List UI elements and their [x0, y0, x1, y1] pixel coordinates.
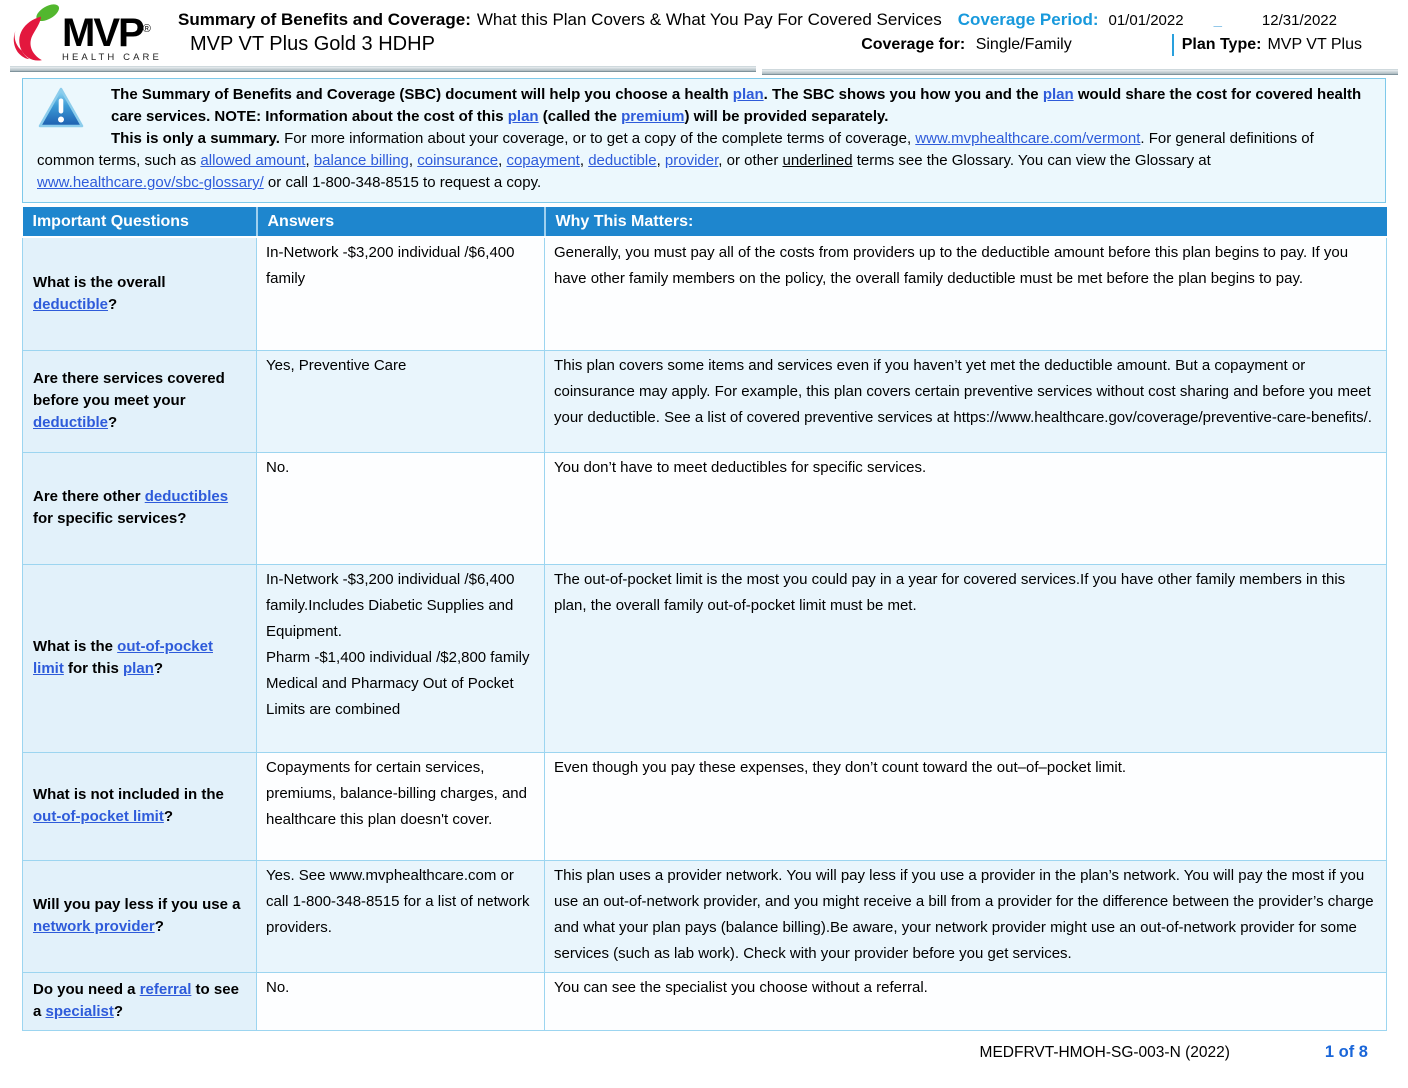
- link-balance-billing[interactable]: balance billing: [313, 152, 409, 169]
- table-row: [23, 452, 1387, 564]
- text-segment: to see a: [33, 980, 239, 1020]
- mvp-logo: [10, 2, 178, 64]
- question-cell: [23, 237, 257, 350]
- logo-text: [62, 10, 162, 63]
- why-cell: You don’t have to meet deductibles for specific services.: [545, 452, 1387, 564]
- link-plan[interactable]: plan: [732, 86, 764, 103]
- plan-line: [178, 33, 1384, 56]
- text-segment: or call 1-800-348-8515 to request a copy.: [263, 174, 542, 191]
- text-segment: What is the: [33, 638, 118, 655]
- text-segment: Are there other: [33, 488, 145, 505]
- text-segment: ?: [108, 295, 118, 313]
- document-title: Summary of Benefits and Coverage:: [178, 10, 471, 29]
- text-segment: ?: [153, 660, 164, 677]
- question-cell: [23, 452, 257, 564]
- table-row: [23, 564, 1387, 752]
- text-segment: terms see the Glossary. You can view the Glossary at: [852, 152, 1211, 169]
- plan-type-label: Plan Type:: [1181, 35, 1262, 53]
- coverage-for-group: [861, 36, 1072, 54]
- question-cell: [23, 752, 257, 860]
- warning-icon-wrap: [37, 84, 111, 150]
- answer-line: Copayments for certain services, premiums, balance-billing charges, and healthcare this plan doesn't cover.: [266, 758, 527, 828]
- text-segment: For more information about your coverage, or to get a copy of the complete terms of coverage,: [284, 130, 916, 147]
- warning-icon: [37, 87, 85, 129]
- important-questions-table: [22, 207, 1387, 1031]
- link-network-provider[interactable]: network provider: [33, 918, 155, 935]
- answer-cell: [257, 860, 545, 972]
- answer-cell: [257, 350, 545, 452]
- question-cell: [23, 860, 257, 972]
- text-segment: Are there services covered before you meet your: [33, 370, 225, 409]
- why-cell: Even though you pay these expenses, they don’t count toward the out–of–pocket limit.: [545, 752, 1387, 860]
- link-provider[interactable]: provider: [664, 152, 719, 169]
- text-segment: ?: [163, 808, 173, 825]
- logo-brand-word: MVP: [62, 11, 143, 55]
- link-plan[interactable]: plan: [1042, 86, 1074, 103]
- text-segment: Do you need a: [33, 980, 140, 998]
- text-segment: ?: [154, 918, 164, 935]
- link-out-of-pocket-limit[interactable]: out-of-pocket limit: [33, 808, 164, 825]
- text-segment: ,: [408, 152, 418, 169]
- column-header-answers: Answers: [257, 207, 545, 237]
- why-cell: This plan covers some items and services even if you haven’t yet met the deductible amount. But a copayment or coinsurance may apply. For example, this plan covers certain preventive services without cost sharing and before you meet your deductible. See a list of covered preventive services at https://www.healthcare.gov/coverage/preventive-care-benefits/.: [545, 350, 1387, 452]
- text-segment: What is the overall: [33, 273, 166, 291]
- link-premium[interactable]: premium: [621, 108, 685, 125]
- answer-cell: [257, 564, 545, 752]
- document-code: MEDFRVT-HMOH-SG-003-N (2022): [979, 1043, 1230, 1061]
- logo-brand: [62, 10, 162, 55]
- answer-line: In-Network -$3,200 individual /$6,400 family.Includes Diabetic Supplies and Equipment.: [266, 570, 515, 640]
- vertical-divider: [1172, 34, 1174, 56]
- answer-line: Pharm -$1,400 individual /$2,800 family: [266, 648, 530, 666]
- table-row: [23, 350, 1387, 452]
- intro-paragraph-2: [37, 128, 1373, 194]
- logo-tagline: HEALTH CARE: [62, 52, 162, 63]
- mvp-logo-swoosh-icon: [10, 2, 68, 64]
- intro-callout: [22, 78, 1386, 203]
- answer-cell: [257, 972, 545, 1030]
- logo-registered-mark: ®: [142, 23, 151, 35]
- document-header: [0, 0, 1408, 64]
- text-segment: Will you pay less if you use a: [33, 896, 241, 913]
- answer-line: No.: [266, 978, 290, 996]
- coverage-period-separator: _: [1213, 12, 1222, 29]
- page-number: 1 of 8: [1324, 1042, 1368, 1061]
- text-segment: would share the cost for covered health care services. NOTE: Information about the cost of this: [111, 86, 1362, 125]
- link-deductible[interactable]: deductible: [588, 152, 657, 169]
- document-subtitle: What this Plan Covers & What You Pay For Covered Services: [476, 10, 942, 29]
- link-plan[interactable]: plan: [123, 660, 154, 677]
- title-line: [178, 10, 1384, 30]
- question-cell: [23, 350, 257, 452]
- text-segment: (called the: [538, 108, 622, 125]
- text-segment: This is only a summary.: [111, 130, 285, 147]
- header-divider-rule: [10, 66, 1398, 78]
- text-segment: ) will be provided separately.: [684, 108, 889, 125]
- link-plan[interactable]: plan: [507, 108, 539, 125]
- why-cell: This plan uses a provider network. You will pay less if you use a provider in the plan’s network. You will pay the most if you use an out-of-network provider, and you might receive a bill from a provider for the difference between the provider’s charge and what your plan pays (balance billing).Be aware, your network provider might use an out-of-network provider for some services (such as lab work). Check with your provider before you get services.: [545, 860, 1387, 972]
- text-segment: ,: [656, 152, 665, 169]
- answer-line: Medical and Pharmacy Out of Pocket Limits are combined: [266, 674, 514, 718]
- link-www-mvphealthcare-com-vermont[interactable]: www.mvphealthcare.com/vermont: [915, 130, 1141, 147]
- answer-line: In-Network -$3,200 individual /$6,400 family: [266, 244, 515, 287]
- why-cell: Generally, you must pay all of the costs from providers up to the deductible amount before this plan begins to pay. If you have other family members on the policy, the overall family deductible must be met before the plan begins to pay.: [545, 237, 1387, 350]
- text-segment: ,: [305, 152, 314, 169]
- table-row: [23, 237, 1387, 350]
- link-copayment[interactable]: copayment: [506, 152, 580, 169]
- table-row: [23, 860, 1387, 972]
- link-deductible[interactable]: deductible: [33, 295, 109, 313]
- plan-type-value: MVP VT Plus: [1267, 35, 1362, 53]
- document-footer: [0, 1043, 1368, 1062]
- table-header-row: [23, 207, 1387, 237]
- link-out-of-pocket-limit[interactable]: out-of-pocket limit: [33, 638, 213, 677]
- column-header-why-this-matters: Why This Matters:: [545, 207, 1387, 237]
- text-segment: . For general definitions of common terms, such as: [37, 130, 1314, 169]
- plan-type-group: [1172, 34, 1362, 56]
- table-row: [23, 752, 1387, 860]
- text-segment: , or other: [718, 152, 783, 169]
- question-cell: [23, 972, 257, 1030]
- why-cell: You can see the specialist you choose without a referral.: [545, 972, 1387, 1030]
- text-segment: for this: [63, 660, 124, 677]
- text-segment: . The SBC shows you how you and the: [763, 86, 1043, 103]
- column-header-important-questions: Important Questions: [23, 207, 257, 237]
- answer-cell: [257, 237, 545, 350]
- text-segment: ,: [498, 152, 507, 169]
- link-referral[interactable]: referral: [139, 980, 192, 998]
- text-segment: ?: [108, 414, 118, 431]
- text-segment: The Summary of Benefits and Coverage (SBC) document will help you choose a health: [111, 86, 733, 103]
- text-segment: for specific services?: [33, 510, 187, 527]
- question-cell: [23, 564, 257, 752]
- coverage-period-end: 12/31/2022: [1261, 12, 1337, 29]
- table-row: [23, 972, 1387, 1030]
- link-specialist[interactable]: specialist: [45, 1002, 114, 1020]
- intro-paragraph-1: [37, 84, 1373, 128]
- coverage-period-start: 01/01/2022: [1108, 12, 1184, 29]
- text-segment: ?: [113, 1002, 124, 1020]
- answer-line: Yes. See www.mvphealthcare.com or call 1-800-348-8515 for a list of network providers.: [266, 866, 530, 936]
- why-cell: The out-of-pocket limit is the most you could pay in a year for covered services.If you have other family members in this plan, the overall family out-of-pocket limit must be met.: [545, 564, 1387, 752]
- coverage-for-label: Coverage for:: [861, 35, 966, 53]
- coverage-for-value: Single/Family: [975, 35, 1072, 53]
- plan-name: MVP VT Plus Gold 3 HDHP: [190, 33, 435, 55]
- answer-cell: [257, 752, 545, 860]
- text-segment: What is not included in the: [33, 786, 224, 803]
- qa-table-body: [23, 237, 1387, 1030]
- answer-cell: [257, 452, 545, 564]
- link-www-healthcare-gov-sbc-glossary[interactable]: www.healthcare.gov/sbc-glossary/: [37, 174, 264, 191]
- text-segment: ,: [579, 152, 589, 169]
- text-segment: underlined: [782, 152, 853, 169]
- link-deductible[interactable]: deductible: [33, 414, 109, 431]
- link-deductibles[interactable]: deductibles: [144, 488, 229, 505]
- coverage-period-label: Coverage Period:: [957, 10, 1099, 29]
- link-allowed-amount[interactable]: allowed amount: [200, 152, 306, 169]
- title-block: [178, 2, 1384, 56]
- answer-line: Yes, Preventive Care: [266, 356, 407, 374]
- link-coinsurance[interactable]: coinsurance: [417, 152, 499, 169]
- answer-line: No.: [266, 458, 290, 476]
